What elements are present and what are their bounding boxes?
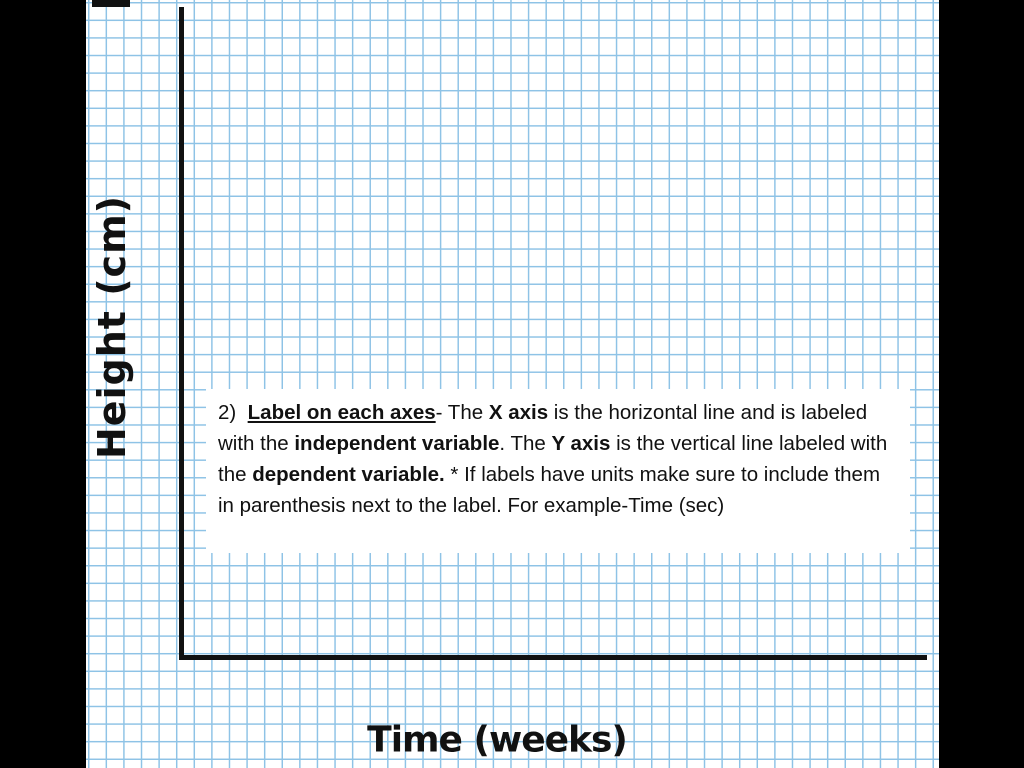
text-segment: . The: [499, 432, 552, 455]
x-axis-term: X axis: [488, 401, 549, 424]
dependent-variable-term: dependent variable.: [252, 463, 445, 486]
y-axis-term: Y axis: [551, 432, 611, 455]
independent-variable-term: independent variable: [294, 432, 500, 455]
y-axis-label: Height (cm): [90, 194, 134, 460]
x-axis-line: [179, 655, 927, 660]
top-mark: [92, 0, 130, 7]
instruction-textbox: [206, 389, 910, 553]
step-heading: Label on each axes: [247, 401, 436, 424]
text-segment: - The: [435, 401, 489, 424]
text-segment: is the vertical line labeled with the: [218, 432, 888, 486]
step-number: 2): [218, 401, 237, 424]
text-segment: * If labels have units make sure to include them in parenthesis next to the label. For example-Time (sec): [218, 463, 881, 517]
y-axis-line: [179, 7, 184, 659]
text-segment: is the horizontal line and is labeled with the: [218, 401, 868, 455]
graph-paper: [86, 0, 939, 768]
x-axis-label: Time (weeks): [367, 719, 627, 761]
